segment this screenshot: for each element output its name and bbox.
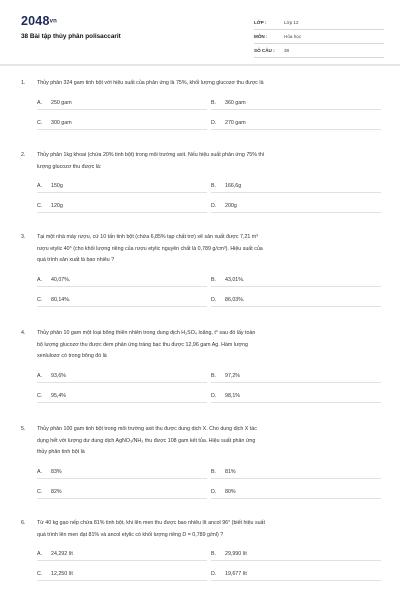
answer-options bbox=[37, 90, 383, 130]
logo-text: 2048 bbox=[21, 14, 50, 28]
question-line: Thủy phân 10 gam một loại bông thiên nhiên trong dung dịch H₂SO₄ loãng, t° sau đó lấy toàn bbox=[37, 330, 256, 336]
question-line: Tại một nhà máy rượu, cứ 10 tấn tinh bột (chứa 6,85% tạp chất trơ) sẽ sản xuất được 7,21 m³ bbox=[37, 234, 258, 240]
question-line: xenlulozơ có trong bông đó là bbox=[37, 353, 107, 359]
option-letter: C. bbox=[37, 119, 43, 126]
option-letter: B. bbox=[211, 468, 217, 475]
option-a[interactable] bbox=[37, 369, 207, 383]
option-letter: B. bbox=[211, 183, 217, 189]
option-text: 19,677 lít bbox=[225, 571, 247, 577]
option-a[interactable] bbox=[37, 179, 207, 193]
logo-suffix: vn bbox=[49, 18, 58, 25]
option-b[interactable] bbox=[211, 179, 381, 193]
question-line: Thủy phân 324 gam tinh bột với hiệu suất của phản ứng là 75%, khối lượng glucozơ thu được là bbox=[37, 80, 264, 86]
worksheet-meta bbox=[254, 16, 384, 58]
option-letter: C. bbox=[37, 571, 43, 577]
option-c[interactable] bbox=[37, 199, 207, 213]
question-stem bbox=[21, 150, 383, 173]
meta-row-count bbox=[254, 44, 384, 58]
option-letter: D. bbox=[211, 488, 217, 495]
option-letter: D. bbox=[211, 571, 217, 577]
meta-label: SỐ CÂU : bbox=[254, 48, 275, 53]
worksheet-title: 38 Bài tập thủy phân polisaccarit bbox=[21, 33, 121, 40]
meta-label: MÔN : bbox=[254, 34, 268, 39]
option-text: 82% bbox=[51, 488, 62, 495]
option-letter: B. bbox=[211, 99, 217, 106]
option-letter: D. bbox=[211, 119, 217, 126]
option-text: 97,2% bbox=[225, 372, 241, 379]
option-letter: C. bbox=[37, 296, 43, 303]
question-stem bbox=[21, 232, 383, 267]
question-line: thủy phân tinh bột là bbox=[37, 449, 85, 455]
option-letter: D. bbox=[211, 296, 217, 303]
question-number: 1. bbox=[21, 80, 26, 86]
question-line: rượu etylic 40° (cho khối lượng riêng của rượu etylic nguyên chất là 0,789 g/cm³). Hiệu suất của bbox=[37, 245, 263, 252]
option-letter: A. bbox=[37, 372, 43, 379]
question-1 bbox=[21, 78, 383, 130]
option-letter: C. bbox=[37, 203, 43, 209]
question-5 bbox=[21, 424, 383, 499]
option-b[interactable] bbox=[211, 547, 381, 561]
header-divider bbox=[0, 64, 400, 66]
option-text: 250 gam bbox=[51, 99, 72, 106]
question-3 bbox=[21, 232, 383, 307]
option-b[interactable] bbox=[211, 465, 381, 479]
question-number: 6. bbox=[21, 520, 26, 526]
option-letter: B. bbox=[211, 372, 217, 379]
option-a[interactable] bbox=[37, 96, 207, 110]
option-c[interactable] bbox=[37, 485, 207, 499]
meta-value: Lớp 12 bbox=[284, 20, 299, 25]
option-text: 12,250 lít bbox=[51, 571, 73, 577]
answer-options bbox=[37, 267, 383, 307]
option-text: 83% bbox=[51, 468, 62, 475]
answer-options bbox=[37, 363, 383, 403]
meta-label: LỚP : bbox=[254, 20, 267, 25]
meta-row-subject bbox=[254, 30, 384, 44]
option-letter: D. bbox=[211, 203, 217, 209]
option-text: 29,990 lít bbox=[225, 551, 247, 557]
option-text: 80,14%. bbox=[51, 296, 71, 303]
question-2 bbox=[21, 150, 383, 213]
option-c[interactable] bbox=[37, 389, 207, 403]
option-d[interactable] bbox=[211, 389, 381, 403]
option-letter: C. bbox=[37, 392, 43, 399]
option-b[interactable] bbox=[211, 273, 381, 287]
question-stem bbox=[21, 424, 383, 459]
option-letter: B. bbox=[211, 276, 217, 283]
option-c[interactable] bbox=[37, 567, 207, 581]
question-line: quá trình sản xuất là bao nhiêu ? bbox=[37, 257, 115, 263]
question-line: Thủy phân 100 gam tinh bột trong môi trường axit thu được dung dịch X. Cho dung dịch X tác bbox=[37, 426, 257, 432]
answer-options bbox=[37, 173, 383, 213]
option-text: 120g bbox=[51, 203, 63, 209]
option-letter: A. bbox=[37, 468, 43, 475]
option-text: 43,01%. bbox=[225, 276, 245, 283]
question-line: bộ lượng glucozơ thu được đem phản ứng tráng bạc thu được 12,96 gam Ag. Hàm lượng bbox=[37, 341, 248, 348]
option-a[interactable] bbox=[37, 273, 207, 287]
option-text: 86,03%. bbox=[225, 296, 245, 303]
question-line: dụng hết với lượng dư dung dịch AgNO₃/NH₃ thu được 108 gam kết tủa. Hiệu suất phản ứng bbox=[37, 437, 256, 444]
option-d[interactable] bbox=[211, 199, 381, 213]
question-stem bbox=[21, 78, 383, 90]
option-a[interactable] bbox=[37, 465, 207, 479]
option-text: 95,4% bbox=[51, 392, 67, 399]
option-text: 98,1% bbox=[225, 392, 241, 399]
question-line: lượng glucozơ thu được là: bbox=[37, 163, 102, 170]
answer-options bbox=[37, 459, 383, 499]
option-letter: B. bbox=[211, 551, 217, 557]
option-text: 200g bbox=[225, 203, 237, 209]
question-number: 4. bbox=[21, 330, 26, 336]
question-number: 5. bbox=[21, 426, 26, 432]
option-letter: C. bbox=[37, 488, 43, 495]
worksheet-header bbox=[0, 0, 400, 64]
option-letter: A. bbox=[37, 276, 43, 283]
option-d[interactable] bbox=[211, 293, 381, 307]
option-d[interactable] bbox=[211, 485, 381, 499]
option-text: 360 gam bbox=[225, 99, 246, 106]
option-a[interactable] bbox=[37, 547, 207, 561]
option-d[interactable] bbox=[211, 116, 381, 130]
option-letter: A. bbox=[37, 183, 43, 189]
question-line: quá trình lên men đạt 81% và ancol etylic có khối lượng riêng D = 0,789 g/ml) ? bbox=[37, 531, 224, 538]
option-text: 24,292 lít bbox=[51, 551, 73, 557]
meta-row-class bbox=[254, 16, 384, 30]
question-line: Từ 40 kg gạo nếp chứa 81% tinh bột, khi lên men thu được bao nhiêu lít ancol 96° (biết hiệu suất bbox=[37, 520, 265, 526]
meta-value: Hóa học bbox=[284, 34, 302, 39]
option-letter: D. bbox=[211, 392, 217, 399]
option-b[interactable] bbox=[211, 96, 381, 110]
site-logo[interactable] bbox=[21, 14, 57, 28]
option-text: 93,6% bbox=[51, 372, 67, 379]
question-6 bbox=[21, 518, 383, 581]
option-d[interactable] bbox=[211, 567, 381, 581]
option-letter: A. bbox=[37, 99, 43, 106]
question-4 bbox=[21, 328, 383, 403]
option-text: 150g bbox=[51, 183, 63, 189]
option-text: 166,6g bbox=[225, 183, 242, 189]
question-number: 2. bbox=[21, 152, 26, 158]
option-c[interactable] bbox=[37, 293, 207, 307]
option-b[interactable] bbox=[211, 369, 381, 383]
question-number: 3. bbox=[21, 234, 26, 240]
option-text: 80% bbox=[225, 488, 236, 495]
option-text: 270 gam bbox=[225, 119, 246, 126]
question-stem bbox=[21, 328, 383, 363]
option-text: 300 gam bbox=[51, 119, 72, 126]
option-c[interactable] bbox=[37, 116, 207, 130]
question-line: Thủy phân 1kg khoai (chứa 20% tinh bột) trong môi trường axit. Nếu hiệu suất phản ứng 75% thì bbox=[37, 152, 265, 158]
meta-value: 38 bbox=[284, 48, 290, 53]
answer-options bbox=[37, 541, 383, 581]
option-text: 40,07%. bbox=[51, 276, 71, 283]
option-letter: A. bbox=[37, 551, 43, 557]
question-stem bbox=[21, 518, 383, 541]
option-text: 81% bbox=[225, 468, 236, 475]
